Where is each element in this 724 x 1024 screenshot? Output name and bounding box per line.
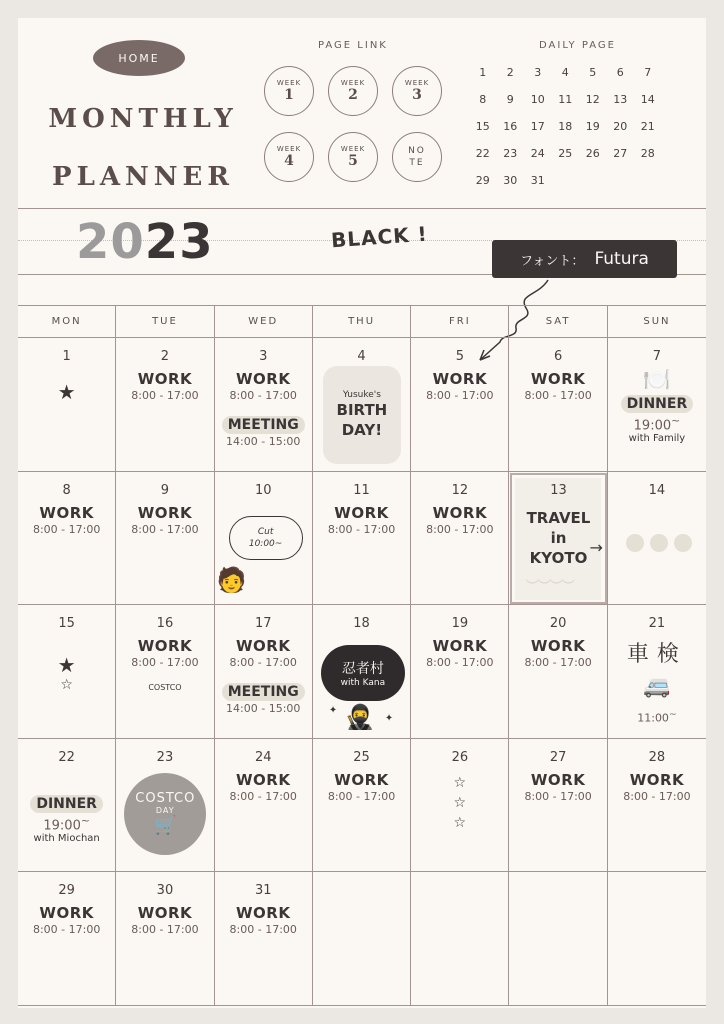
font-name: Futura (594, 249, 649, 269)
daily-page-link[interactable]: 10 (530, 93, 545, 106)
page-link-label: PAGE LINK (318, 40, 388, 51)
daily-page-link[interactable]: 8 (479, 93, 487, 106)
day-number: 15 (58, 616, 75, 632)
day-cell[interactable] (608, 472, 706, 606)
daily-page-link[interactable]: 25 (558, 147, 573, 160)
daily-page-link[interactable]: 29 (475, 174, 490, 187)
sparkle-icon: ✦ (328, 705, 338, 717)
dinner-with: with Miochan (33, 833, 100, 845)
daily-page-link[interactable]: 16 (503, 120, 518, 133)
star-outline-icon: ☆ (453, 774, 467, 791)
day-number: 10 (254, 482, 272, 498)
daily-page-link[interactable]: 9 (506, 93, 514, 106)
daily-page-grid (469, 66, 689, 187)
weekday-thu: THU (313, 306, 411, 337)
day-number: 30 (156, 883, 174, 899)
work-label: WORK (39, 904, 94, 923)
continuation-dots (626, 534, 692, 552)
daily-page-link[interactable]: 3 (534, 66, 542, 79)
day-cell[interactable] (18, 472, 116, 606)
star-filled-icon: ★ (57, 380, 76, 404)
day-cell[interactable] (411, 472, 509, 606)
meeting-pill: MEETING (222, 416, 305, 434)
work-hours: 8:00 - 17:00 (327, 789, 396, 803)
page-title (48, 90, 238, 206)
day-number: 13 (550, 482, 567, 498)
day-cell[interactable] (215, 605, 313, 739)
day-cell[interactable] (18, 872, 116, 1006)
day-number: 16 (156, 616, 174, 632)
day-cell[interactable] (215, 472, 313, 606)
work-hours: 8:00 - 17:00 (524, 389, 592, 402)
daily-page-link[interactable]: 12 (585, 93, 600, 106)
work-label: WORK (137, 637, 193, 656)
daily-page-link[interactable]: 28 (640, 147, 655, 160)
daily-page-link[interactable]: 24 (530, 147, 545, 160)
font-label: フォント： (520, 253, 585, 269)
birthday-line-2: DAY! (341, 421, 383, 439)
week-number: 2 (348, 87, 358, 103)
day-cell[interactable] (411, 605, 509, 739)
day-number: 21 (648, 616, 666, 632)
ninja-village-cloud (321, 645, 405, 701)
daily-page-link[interactable]: 23 (503, 147, 518, 160)
work-hours: 8:00 - 17:00 (524, 656, 592, 670)
week-prefix: WEEK (340, 79, 366, 87)
day-cell[interactable] (18, 739, 116, 873)
birthday-card (323, 366, 401, 464)
week-2-link[interactable] (328, 66, 378, 116)
day-cell[interactable] (116, 872, 214, 1006)
daily-page-link[interactable]: 14 (640, 93, 655, 106)
title-line-2: PLANNER (52, 162, 234, 192)
week-number: 3 (412, 87, 422, 103)
work-hours: 8:00 - 17:00 (229, 389, 297, 402)
divider (18, 208, 706, 209)
work-label: WORK (530, 770, 586, 789)
weekday-header (18, 305, 706, 338)
work-hours: 8:00 - 17:00 (426, 522, 494, 536)
work-label: WORK (530, 637, 586, 656)
black-note: BLACK ! (330, 221, 429, 253)
daily-page-link[interactable]: 2 (506, 66, 514, 79)
meeting-pill: MEETING (222, 683, 305, 701)
work-label: WORK (39, 503, 94, 522)
car-icon: 🚐 (643, 674, 671, 700)
dinner-with: with Family (628, 433, 686, 445)
meeting-time: 14:00 - 15:00 (226, 702, 301, 716)
day-cell[interactable] (116, 739, 214, 873)
day-cell[interactable] (608, 605, 706, 739)
haircut-time: 10:00~ (248, 538, 283, 549)
day-cell[interactable] (313, 338, 411, 472)
travel-text: TRAVEL in KYOTO (526, 508, 591, 567)
note-link[interactable] (392, 132, 442, 182)
font-tag (492, 240, 677, 278)
week-5-link[interactable] (328, 132, 378, 182)
day-number: 18 (353, 616, 370, 632)
day-cell[interactable] (215, 739, 313, 873)
daily-page-link[interactable]: 27 (613, 147, 628, 160)
day-number: 2 (160, 349, 170, 364)
dinner-pill: DINNER (30, 795, 103, 813)
day-cell[interactable] (411, 739, 509, 873)
star-filled-icon: ★ (57, 653, 76, 678)
title-line-1: MONTHLY (48, 104, 238, 134)
day-number: 29 (58, 883, 75, 899)
daily-page-link[interactable]: 5 (589, 66, 597, 79)
work-label: WORK (236, 370, 291, 388)
work-hours: 8:00 - 17:00 (426, 389, 494, 402)
work-hours: 8:00 - 17:00 (623, 789, 691, 803)
daily-page-link[interactable]: 1 (479, 66, 487, 79)
day-number: 23 (156, 749, 174, 765)
star-outline-icon: ☆ (453, 794, 467, 811)
work-label: WORK (629, 770, 685, 789)
week-prefix: WEEK (276, 145, 302, 153)
work-label: WORK (137, 503, 193, 522)
day-cell[interactable] (18, 605, 116, 739)
haircut-label: Cut (257, 526, 274, 537)
dinner-time: 19:00~ (633, 414, 681, 434)
work-label: WORK (236, 904, 291, 923)
weekday-mon: MON (18, 306, 116, 337)
planner-page (18, 18, 706, 1008)
weekday-fri: FRI (411, 306, 509, 337)
work-label: WORK (432, 370, 488, 388)
home-button[interactable]: HOME (93, 40, 185, 76)
empty-cell (608, 872, 706, 1006)
day-cell[interactable] (411, 338, 509, 472)
work-label: WORK (236, 637, 291, 656)
note-label-1: NO (408, 146, 426, 156)
daily-page-link[interactable]: 6 (616, 66, 624, 79)
daily-page-link[interactable]: 18 (558, 120, 573, 133)
week-prefix: WEEK (340, 145, 366, 153)
day-number: 24 (254, 749, 272, 765)
work-hours: 8:00 - 17:00 (229, 789, 297, 803)
daily-page-link[interactable]: 11 (558, 93, 573, 106)
daily-page-link[interactable]: 13 (613, 93, 628, 106)
daily-page-link[interactable]: 21 (640, 120, 655, 133)
day-number: 17 (254, 616, 272, 632)
work-label: WORK (137, 904, 193, 923)
day-cell[interactable] (509, 605, 607, 739)
week-number: 1 (284, 87, 294, 103)
empty-cell (509, 872, 607, 1006)
day-number: 12 (451, 482, 469, 498)
car-inspection-label: 車検 (626, 642, 687, 668)
work-hours: 8:00 - 17:00 (131, 389, 199, 402)
work-label: WORK (334, 503, 389, 522)
day-cell[interactable] (116, 338, 214, 472)
daily-page-link[interactable]: 31 (530, 174, 545, 187)
dinner-time: 19:00~ (43, 813, 90, 834)
day-number: 28 (648, 749, 666, 765)
day-number: 19 (451, 616, 469, 632)
week-number: 4 (284, 153, 294, 169)
costco-day-badge (124, 773, 206, 855)
weekday-sun: SUN (643, 316, 671, 327)
star-outline-icon: ☆ (60, 677, 73, 694)
costco-note: COSTCO (148, 683, 182, 693)
day-number: 20 (549, 616, 567, 632)
daily-page-link[interactable]: 7 (644, 66, 652, 79)
work-label: WORK (432, 637, 488, 656)
day-number: 8 (62, 482, 71, 498)
work-hours: 8:00 - 17:00 (229, 656, 297, 670)
day-number: 26 (451, 749, 469, 765)
day-cell[interactable] (313, 605, 411, 739)
day-cell[interactable] (116, 605, 214, 739)
sparkle-icon: ✦ (384, 713, 394, 725)
daily-page-link[interactable]: 15 (475, 120, 490, 133)
star-outline-icon: ☆ (453, 814, 467, 831)
meeting-time: 14:00 - 15:00 (226, 435, 301, 448)
work-hours: 8:00 - 17:00 (426, 656, 494, 670)
work-label: WORK (137, 370, 193, 388)
person-icon: 🧑 (216, 565, 247, 594)
day-number: 7 (652, 349, 662, 364)
day-cell[interactable] (509, 739, 607, 873)
day-cell[interactable] (608, 739, 706, 873)
daily-page-link[interactable]: 30 (503, 174, 518, 187)
daily-page-link[interactable]: 26 (585, 147, 600, 160)
travel-card (515, 478, 601, 600)
birthday-line-1: BIRTH (336, 401, 388, 419)
work-label: WORK (432, 503, 488, 522)
week-number: 5 (348, 153, 358, 169)
day-cell[interactable] (215, 338, 313, 472)
car-inspection-time: 11:00~ (637, 709, 677, 725)
weekday-tue: TUE (116, 306, 214, 337)
work-hours: 8:00 - 17:00 (327, 522, 396, 536)
day-cell[interactable] (313, 739, 411, 873)
weekday-sat: SAT (509, 306, 607, 337)
day-cell[interactable] (313, 472, 411, 606)
work-hours: 8:00 - 17:00 (131, 656, 199, 670)
work-hours: 8:00 - 17:00 (229, 923, 297, 937)
empty-cell (411, 872, 509, 1006)
day-number: 25 (353, 749, 370, 765)
week-prefix: WEEK (404, 79, 430, 87)
day-cell[interactable] (608, 338, 706, 472)
work-label: WORK (334, 770, 389, 789)
day-cell[interactable] (18, 338, 116, 472)
daily-page-link[interactable]: 4 (561, 66, 569, 79)
wave-decoration: ︶︶︶︶ (525, 578, 574, 595)
work-hours: 8:00 - 17:00 (524, 789, 592, 803)
ninja-icon: 🥷 (344, 703, 375, 732)
calendar-grid (18, 338, 706, 1006)
day-number: 27 (549, 749, 567, 765)
day-number: 11 (353, 482, 370, 498)
day-cell[interactable] (116, 472, 214, 606)
day-cell[interactable] (509, 338, 607, 472)
week-3-link[interactable] (392, 66, 442, 116)
work-hours: 8:00 - 17:00 (131, 522, 199, 536)
daily-page-label: DAILY PAGE (539, 40, 616, 51)
note-label-2: TE (409, 158, 425, 168)
haircut-bubble (229, 516, 303, 560)
work-label: WORK (530, 370, 586, 388)
day-number: 1 (62, 349, 71, 364)
day-number: 9 (160, 482, 170, 498)
daily-page-link[interactable]: 19 (585, 120, 600, 133)
costco-day-title: COSTCO (135, 791, 196, 807)
empty-cell (313, 872, 411, 1006)
week-4-link[interactable] (264, 132, 314, 182)
work-hours: 8:00 - 17:00 (32, 522, 101, 536)
work-label: WORK (236, 770, 291, 789)
daily-page-link[interactable]: 22 (475, 147, 490, 160)
work-hours: 8:00 - 17:00 (32, 923, 101, 937)
week-1-link[interactable] (264, 66, 314, 116)
day-number: 22 (58, 749, 75, 765)
birthday-name: Yusuke's (342, 390, 381, 400)
ninja-village-label: 忍者村 (341, 661, 384, 678)
weekday-wed: WED (215, 306, 313, 337)
day-number: 31 (254, 883, 272, 899)
day-number: 14 (648, 482, 666, 498)
arrow-right-icon: → (589, 537, 603, 557)
day-number: 4 (357, 349, 366, 364)
ninja-village-with: with Kana (340, 678, 386, 689)
costco-day-sub: DAY (155, 806, 175, 816)
dinner-pill: DINNER (621, 395, 694, 413)
day-number: 6 (553, 349, 563, 364)
day-number: 5 (455, 349, 464, 364)
daily-page-link[interactable]: 17 (530, 120, 545, 133)
week-prefix: WEEK (276, 79, 302, 87)
day-cell[interactable] (509, 472, 607, 606)
work-hours: 8:00 - 17:00 (131, 923, 199, 937)
daily-page-link[interactable]: 20 (613, 120, 628, 133)
year-display: 2023 (76, 214, 214, 270)
day-number: 3 (259, 349, 268, 364)
day-cell[interactable] (215, 872, 313, 1006)
shopping-cart-icon: 🛒 (154, 815, 177, 837)
plate-icon: 🍽️ (643, 368, 671, 393)
